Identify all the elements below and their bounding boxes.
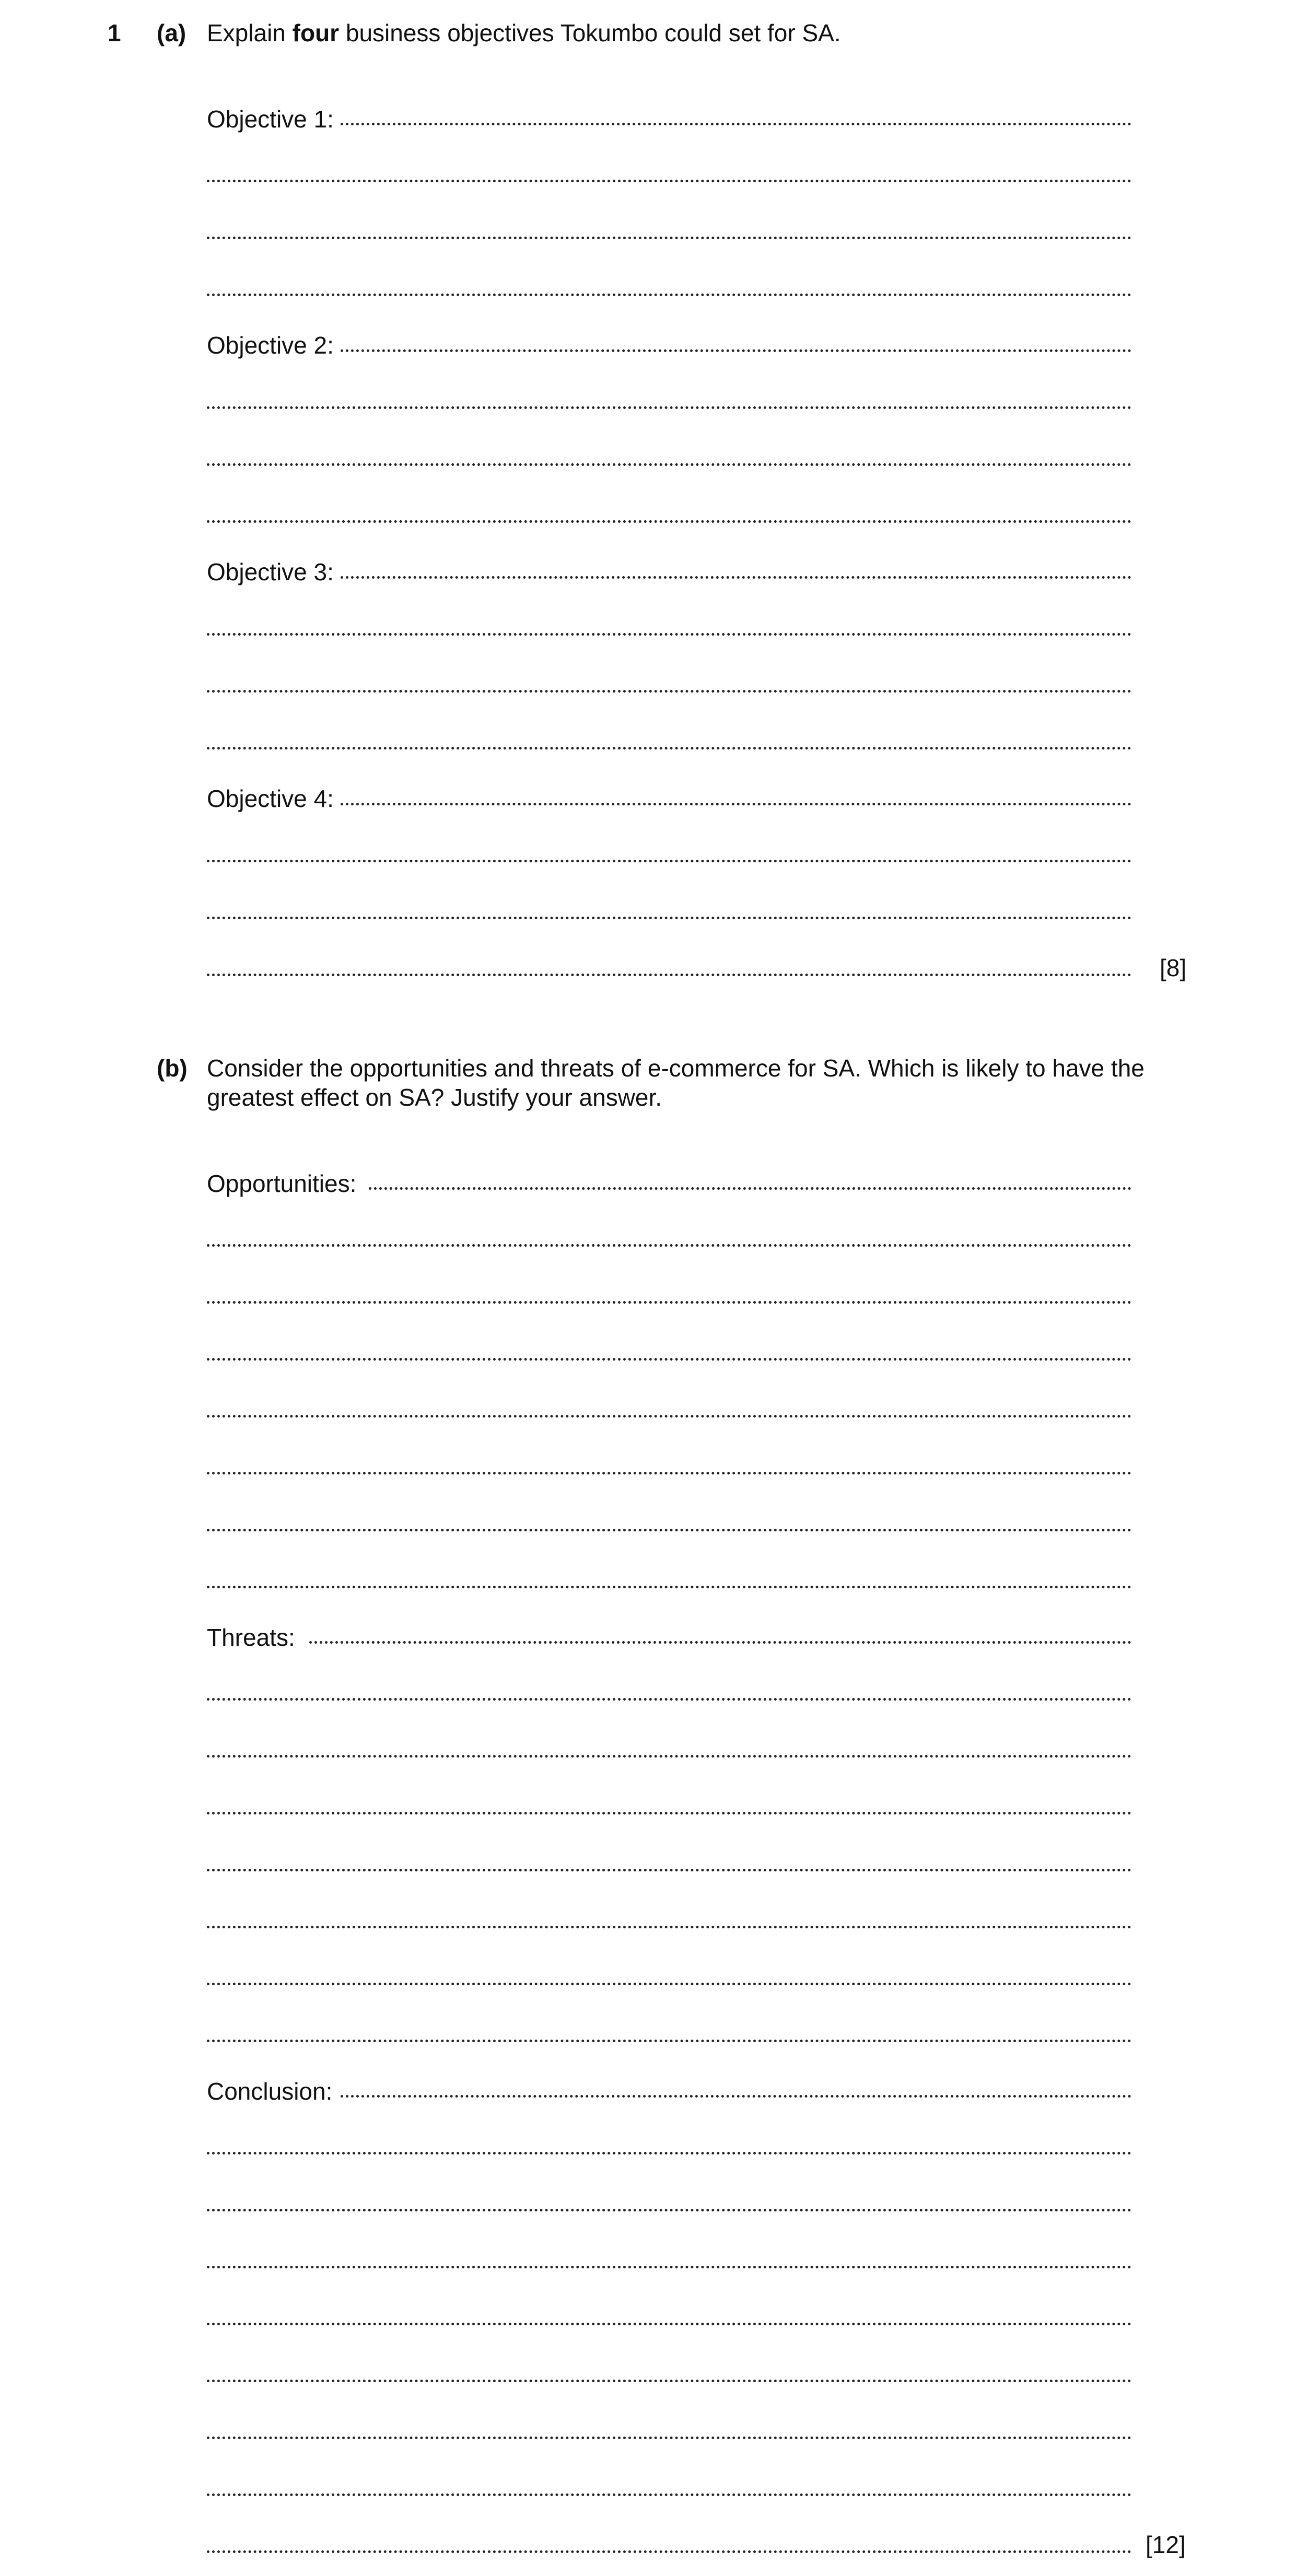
answer-line[interactable] bbox=[207, 1586, 1131, 1588]
answer-line[interactable] bbox=[207, 633, 1131, 636]
part-a-label: (a) bbox=[157, 19, 186, 46]
answer-line[interactable] bbox=[207, 1869, 1131, 1871]
answer-line[interactable] bbox=[207, 974, 1131, 976]
conclusion-label: Conclusion: bbox=[207, 2078, 333, 2105]
objective-3-answer-line[interactable] bbox=[341, 576, 1131, 579]
question-number: 1 bbox=[108, 19, 121, 46]
answer-line[interactable] bbox=[207, 1244, 1131, 1247]
answer-line[interactable] bbox=[207, 180, 1131, 182]
answer-line[interactable] bbox=[207, 1698, 1131, 1701]
answer-line[interactable] bbox=[207, 1983, 1131, 1985]
answer-line[interactable] bbox=[207, 2152, 1131, 2155]
part-b-prompt-line-2: greatest effect on SA? Justify your answer. bbox=[207, 1084, 662, 1111]
answer-line[interactable] bbox=[207, 747, 1131, 750]
answer-line[interactable] bbox=[207, 1812, 1131, 1814]
threats-label: Threats: bbox=[207, 1624, 295, 1651]
answer-line[interactable] bbox=[207, 1415, 1131, 1418]
objective-4-answer-line[interactable] bbox=[341, 803, 1131, 805]
answer-line[interactable] bbox=[207, 1529, 1131, 1531]
answer-line[interactable] bbox=[207, 1472, 1131, 1474]
part-a-prompt-emphasis: four bbox=[292, 19, 340, 46]
threats-answer-line[interactable] bbox=[309, 1641, 1131, 1644]
answer-line[interactable] bbox=[207, 690, 1131, 693]
answer-line[interactable] bbox=[207, 237, 1131, 239]
answer-line[interactable] bbox=[207, 1926, 1131, 1928]
objective-1-answer-line[interactable] bbox=[341, 123, 1131, 125]
part-b-label: (b) bbox=[157, 1055, 188, 1082]
answer-line[interactable] bbox=[207, 1358, 1131, 1361]
part-b-prompt-line-1: Consider the opportunities and threats of e-commerce for SA. Which is likely to have the bbox=[207, 1055, 1145, 1082]
part-b-marks: [12] bbox=[1146, 2531, 1186, 2558]
answer-line[interactable] bbox=[207, 2040, 1131, 2042]
opportunities-answer-line[interactable] bbox=[369, 1187, 1131, 1190]
answer-line[interactable] bbox=[207, 294, 1131, 296]
objective-1-label: Objective 1: bbox=[207, 106, 334, 133]
answer-line[interactable] bbox=[207, 2209, 1131, 2211]
answer-line[interactable] bbox=[207, 1755, 1131, 1758]
opportunities-label: Opportunities: bbox=[207, 1170, 357, 1197]
objective-2-label: Objective 2: bbox=[207, 332, 334, 359]
answer-line[interactable] bbox=[207, 463, 1131, 466]
answer-line[interactable] bbox=[207, 2550, 1131, 2553]
answer-line[interactable] bbox=[207, 917, 1131, 919]
part-a-marks: [8] bbox=[1160, 954, 1187, 981]
objective-3-label: Objective 3: bbox=[207, 558, 334, 586]
objective-2-answer-line[interactable] bbox=[341, 349, 1131, 352]
answer-line[interactable] bbox=[207, 860, 1131, 862]
answer-line[interactable] bbox=[207, 2266, 1131, 2268]
answer-line[interactable] bbox=[207, 2437, 1131, 2439]
objective-4-label: Objective 4: bbox=[207, 785, 334, 812]
answer-line[interactable] bbox=[207, 2493, 1131, 2496]
part-a-prompt bbox=[207, 21, 841, 45]
answer-line[interactable] bbox=[207, 406, 1131, 409]
conclusion-answer-line[interactable] bbox=[341, 2095, 1131, 2098]
answer-line[interactable] bbox=[207, 1301, 1131, 1304]
part-a-prompt-start: Explain bbox=[207, 19, 293, 46]
part-a-prompt-end: business objectives Tokumbo could set for SA. bbox=[339, 19, 841, 46]
answer-line[interactable] bbox=[207, 2380, 1131, 2382]
answer-line[interactable] bbox=[207, 2323, 1131, 2325]
answer-line[interactable] bbox=[207, 520, 1131, 523]
